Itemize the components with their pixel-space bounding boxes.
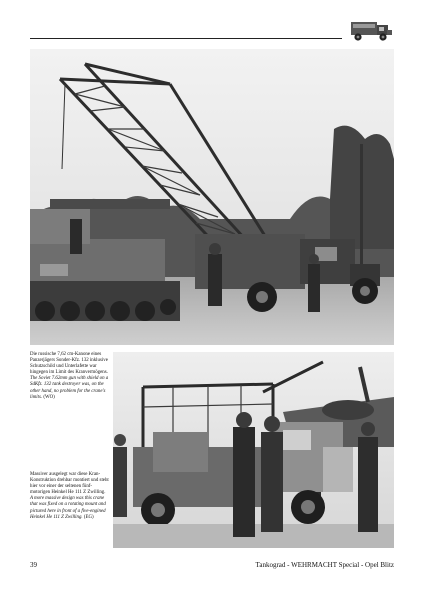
- caption-photo1-credit: (WO): [43, 394, 55, 400]
- caption-photo2-german: Massiver ausgelegt war diese Kran-Konstruktion drehbar montiert und steht hier vor einer der seltenen fünf-motorigen Heinkel He 111 Z Zwilling.: [30, 472, 109, 496]
- caption-photo2-english: [30, 496, 110, 520]
- caption-photo2-credit: (EG): [83, 514, 94, 520]
- caption-photo2: [30, 472, 110, 521]
- caption-photo1-english-text: The Soviet 7.62mm gun with shield on a SdKfz. 132 tank destroyer was, on the other hand, no problem for the crane's limits.: [30, 376, 109, 400]
- footer-title: Tankograd - WEHRMACHT Special - Opel Blitz: [255, 561, 394, 569]
- page-number: 39: [30, 561, 37, 569]
- caption-photo1: [30, 352, 110, 401]
- header-rule: [30, 38, 342, 39]
- caption-photo1-german: Die russische 7,62 cm-Kanone eines Panzerjägers Sonder-Kfz. 132 inklusive Schutzschild und Unterlafette war hingegen im Limit des Kranvermögens.: [30, 352, 108, 376]
- caption-photo1-english: [30, 376, 110, 400]
- photo-crane-truck-lifting-gun: [30, 49, 394, 345]
- truck-silhouette-icon: [349, 17, 393, 43]
- caption-photo2-english-text: A more massive design was this crane that was fixed on a rotating mount and pictured here in front of a five-engined Heinkel He 111 Z Zwilling.: [30, 496, 106, 520]
- photo-rotating-crane-truck-he111: [113, 352, 394, 548]
